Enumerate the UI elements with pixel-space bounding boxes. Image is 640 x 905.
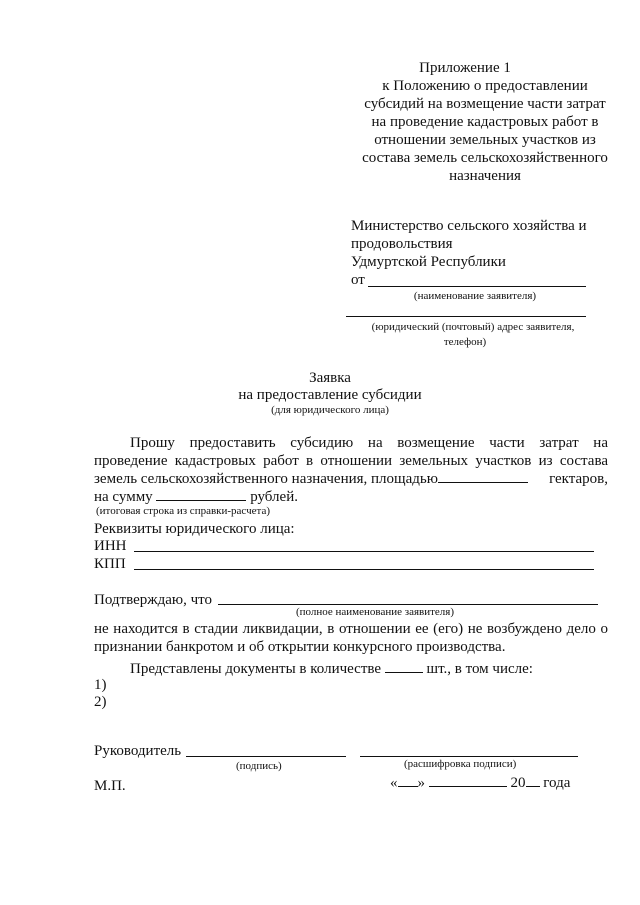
- full-name-field[interactable]: [218, 604, 598, 605]
- requisites-label: Реквизиты юридического лица:: [94, 521, 295, 537]
- stamp-label: М.П.: [94, 778, 126, 794]
- appendix-line: на проведение кадастровых работ в: [371, 114, 599, 130]
- documents-label: Представлены документы в количестве: [130, 661, 382, 677]
- body-line-3-text: земель сельскохозяйственного назначения, площадью: [94, 471, 438, 487]
- appendix-line: отношении земельных участков из: [374, 132, 596, 148]
- liquidation-line-1: не находится в стадии ликвидации, в отношении ее (его) не возбуждено дело о: [94, 621, 608, 637]
- appendix-line: к Положению о предоставлении: [382, 78, 588, 94]
- documents-unit-label: шт., в том числе:: [426, 661, 533, 677]
- date-open-quote: «: [390, 775, 398, 791]
- appendix-line: назначения: [449, 168, 521, 184]
- document-subtitle: на предоставление субсидии: [238, 387, 422, 403]
- documents-line: [130, 660, 533, 678]
- inn-label: ИНН: [94, 538, 127, 554]
- date-close-quote: »: [417, 775, 425, 791]
- list-item-1: 1): [94, 677, 107, 693]
- address-caption: (юридический (почтовый) адрес заявителя,: [371, 321, 575, 333]
- appendix-line: состава земель сельскохозяйственного: [362, 150, 608, 166]
- appendix-line: Приложение 1: [419, 60, 511, 76]
- body-line-1: Прошу предоставить субсидию на возмещение части затрат на: [130, 435, 608, 451]
- date-month-field[interactable]: [429, 774, 507, 787]
- head-label: Руководитель: [94, 743, 182, 759]
- year-suffix: года: [543, 775, 571, 791]
- confirm-label: Подтверждаю, что: [94, 592, 213, 608]
- addressee-line: Удмуртской Республики: [351, 254, 506, 270]
- applicant-name-caption: (наименование заявителя): [413, 290, 537, 302]
- appendix-line: субсидий на возмещение части затрат: [364, 96, 606, 112]
- list-item-2: 2): [94, 694, 107, 710]
- from-label: от: [351, 272, 365, 288]
- body-line-4: [94, 488, 298, 506]
- document-title: Заявка: [309, 370, 351, 386]
- applicant-address-line: [346, 316, 586, 317]
- appendix-block: [340, 59, 550, 77]
- year-prefix: 20: [510, 775, 526, 791]
- kpp-label: КПП: [94, 556, 126, 572]
- addressee-line: Министерство сельского хозяйства и: [351, 218, 587, 234]
- sum-caption: (итоговая строка из справки-расчета): [96, 505, 270, 517]
- signature-decode-caption: (расшифровка подписи): [404, 758, 517, 770]
- signature-field[interactable]: [186, 756, 346, 757]
- document-subtitle-note: (для юридического лица): [271, 404, 389, 416]
- address-caption: телефон): [443, 336, 487, 348]
- body-line-3: [94, 470, 608, 488]
- rubles-label: рублей.: [250, 489, 298, 505]
- body-line-2: проведение кадастровых работ в отношении земельных участков из состава: [94, 453, 608, 469]
- sum-field[interactable]: [156, 488, 246, 501]
- inn-field[interactable]: [134, 551, 594, 552]
- full-name-caption: (полное наименование заявителя): [295, 606, 455, 618]
- date-line: [390, 774, 570, 792]
- kpp-field[interactable]: [134, 569, 594, 570]
- date-year-field[interactable]: [526, 774, 540, 787]
- hectares-label: гектаров,: [549, 471, 608, 487]
- applicant-name-line: [368, 286, 586, 287]
- date-day-field[interactable]: [398, 774, 418, 787]
- documents-count-field[interactable]: [385, 660, 423, 673]
- sum-label: на сумму: [94, 489, 153, 505]
- signature-caption: (подпись): [236, 760, 282, 772]
- area-field[interactable]: [438, 470, 528, 483]
- liquidation-line-2: признании банкротом и об открытии конкурсного производства.: [94, 639, 506, 655]
- addressee-line: продовольствия: [351, 236, 453, 252]
- signature-decode-field[interactable]: [360, 756, 578, 757]
